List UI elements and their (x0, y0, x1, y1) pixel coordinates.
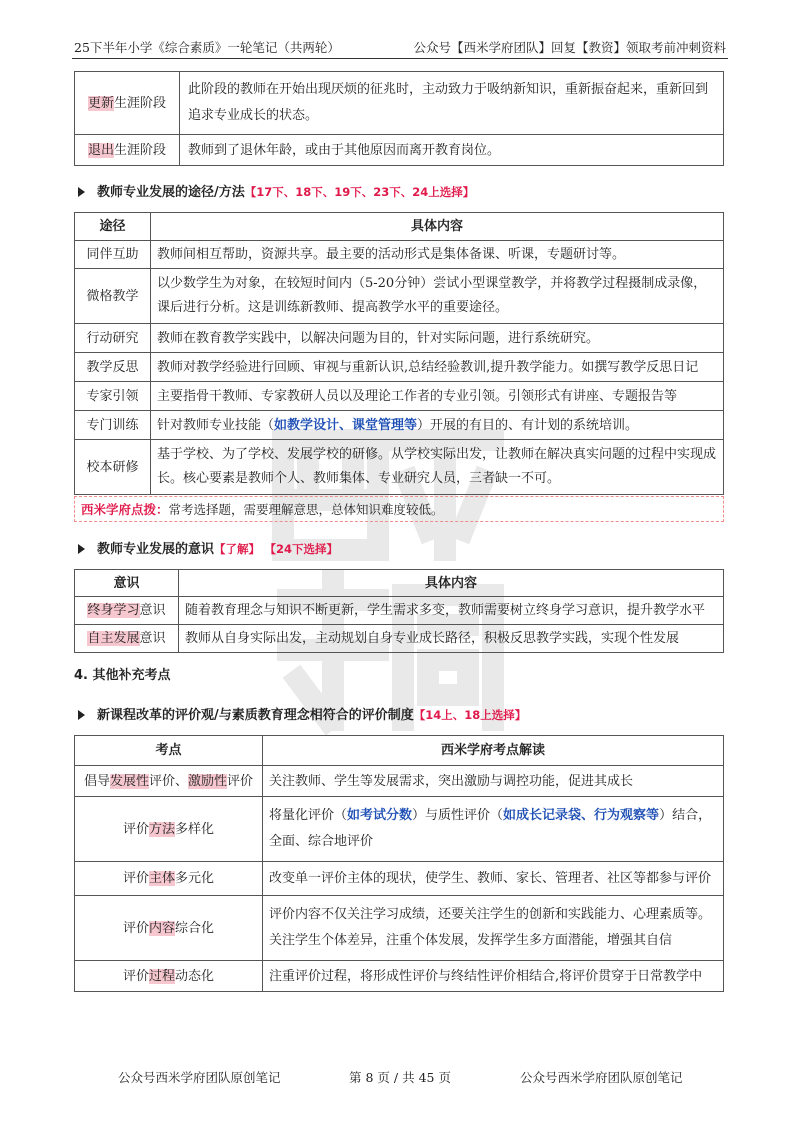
table-row (75, 135, 724, 166)
footer-right: 公众号西米学府团队原创笔记 (520, 1070, 683, 1085)
tip-label: 西米学府点拨： (81, 502, 169, 517)
page-number: 第 8 页 / 共 45 页 (349, 1070, 451, 1085)
stage-content: 此阶段的教师在开始出现厌烦的征兆时，主动致力于吸纳新知识，重新振奋起来，重新回到追求专业成长的状态。 (180, 72, 724, 135)
table-row: 评价主体多元化 改变单一评价主体的现状，使学生、教师、家长、管理者、社区等都参与评价 (75, 862, 724, 896)
stage-name: 更新生涯阶段 (75, 72, 180, 135)
tip-box (74, 496, 724, 522)
table-row: 微格教学 以少数学生为对象，在较短时间内（5-20分钟）尝试小型课堂教学，并将教学过程摄制成录像，课后进行分析。这是训练新教师、提高教学水平的重要途径。 (75, 269, 724, 324)
development-path-table (74, 212, 724, 495)
table-row (75, 72, 724, 135)
table-row: 行动研究 教师在教育教学实践中，以解决问题为目的，针对实际问题，进行系统研究。 (75, 324, 724, 353)
page-header (72, 34, 728, 59)
table-row: 倡导发展性评价、激励性评价 关注教师、学生等发展需求，突出激励与调控功能，促进其成长 (75, 766, 724, 797)
table-header-row: 途径 具体内容 (75, 213, 724, 241)
stage-name: 退出生涯阶段 (75, 135, 180, 166)
table-row: 自主发展意识 教师从自身实际出发，主动规划自身专业成长路径，积极反思教学实践，实现个性发展 (75, 625, 724, 653)
table-row: 校本研修 基于学校、为了学校、发展学校的研修。从学校实际出发，让教师在解决真实问题的过程中实现成长。核心要素是教师个人、教师集体、专业研究人员，三者缺一不可。 (75, 440, 724, 495)
footer-left: 公众号西米学府团队原创笔记 (118, 1070, 281, 1085)
stage-content: 教师到了退休年龄，或由于其他原因而离开教育岗位。 (180, 135, 724, 166)
section-heading: 教师专业发展的意识【了解】 【24下选择】 (78, 538, 338, 557)
table-row: 评价内容综合化 评价内容不仅关注学习成绩，还要关注学生的创新和实践能力、心理素质等。关注学生个体差异，注重个体发展，发挥学生多方面潜能，增强其自信 (75, 896, 724, 961)
career-stage-table (74, 71, 724, 166)
subsection-title: 4. 其他补充考点 (74, 668, 171, 683)
arrow-bullet-icon (78, 710, 85, 720)
section-heading: 教师专业发展的途径/方法【17下、18下、19下、23下、24上选择】 (78, 181, 474, 200)
table-header-row: 意识 具体内容 (75, 570, 724, 597)
section-heading: 新课程改革的评价观/与素质教育理念相符合的评价制度【14上、18上选择】 (78, 704, 526, 723)
table-row: 教学反思 教师对教学经验进行回顾、审视与重新认识,总结经验教训,提升教学能力。如撰写教学反思日记 (75, 353, 724, 382)
arrow-bullet-icon (78, 187, 85, 197)
awareness-table (74, 569, 724, 653)
table-row: 评价方法多样化 将量化评价（如考试分数）与质性评价（如成长记录袋、行为观察等）结合，全面、综合地评价 (75, 797, 724, 862)
table-row: 终身学习意识 随着教育理念与知识不断更新，学生需求多变，教师需要树立终身学习意识，提升教学水平 (75, 597, 724, 625)
header-title: 25下半年小学《综合素质》一轮笔记（共两轮） (74, 40, 340, 55)
header-promo: 公众号【西米学府团队】回复【教资】领取考前冲刺资料 (413, 40, 726, 55)
table-row: 同伴互助 教师间相互帮助，资源共享。最主要的活动形式是集体备课、听课，专题研讨等。 (75, 241, 724, 269)
evaluation-table (74, 735, 724, 992)
table-row: 专门训练 针对教师专业技能（如教学设计、课堂管理等）开展的有目的、有计划的系统培训。 (75, 411, 724, 440)
tip-text: 常考选择题，需要理解意思，总体知识难度较低。 (168, 502, 444, 517)
table-header-row: 考点 西米学府考点解读 (75, 736, 724, 766)
table-row: 专家引领 主要指骨干教师、专家教研人员以及理论工作者的专业引领。引领形式有讲座、专题报告等 (75, 382, 724, 411)
table-row: 评价过程动态化 注重评价过程，将形成性评价与终结性评价相结合,将评价贯穿于日常教学中 (75, 961, 724, 992)
arrow-bullet-icon (78, 544, 85, 554)
